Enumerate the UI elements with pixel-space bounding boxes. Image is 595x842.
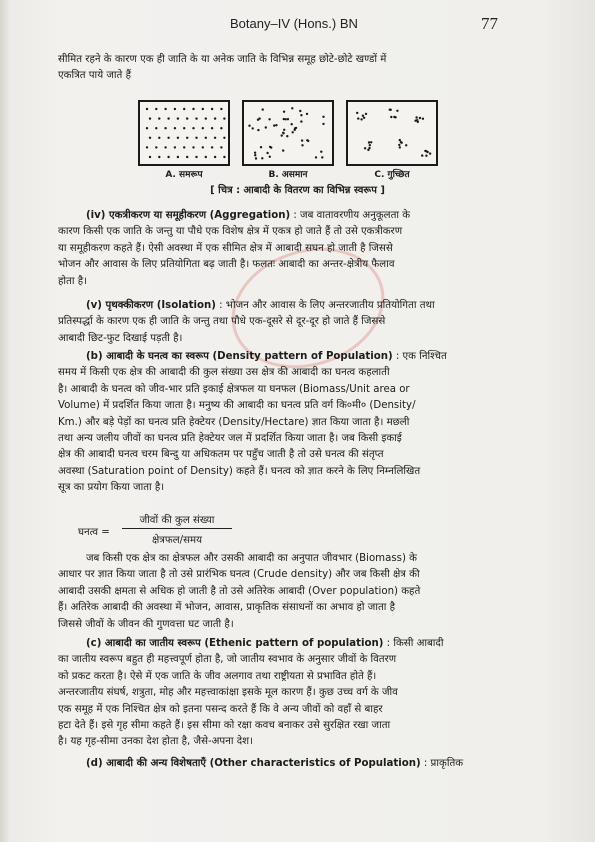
dot <box>158 137 160 139</box>
dot <box>149 117 151 119</box>
dot <box>357 117 359 119</box>
text-line: होता है। <box>58 275 88 287</box>
dot <box>211 146 213 148</box>
dot <box>426 151 428 153</box>
text-line: एक समूह में एक निश्चित क्षेत्र को इतना पसन्द करते हैं कि वे अन्य जीवों को वहाँ से बाहर <box>58 703 383 715</box>
dot <box>220 127 222 129</box>
text-line: हटा देते हैं। इसे गृह सीमा कहते हैं। इस सीमा को रक्षा कवच बनाकर उसे सुरक्षित रखा जाता <box>58 720 391 732</box>
uniform-dots <box>140 102 228 164</box>
dot <box>283 129 285 131</box>
dot <box>258 117 260 119</box>
formula-lhs: घनत्व = <box>78 527 110 538</box>
dot <box>356 112 358 114</box>
clumped-distribution-box <box>346 100 438 166</box>
dot <box>257 129 259 131</box>
dot <box>362 115 364 117</box>
dot <box>266 152 268 154</box>
dot <box>262 108 264 110</box>
dot <box>429 152 431 154</box>
dot <box>155 146 157 148</box>
dot <box>192 108 194 110</box>
dot <box>192 146 194 148</box>
dot <box>294 129 296 131</box>
section-other-characteristics <box>58 756 542 772</box>
text-line: (c) आबादी का जातीय स्वरूप (Ethenic pattern of population) : किसी आबादी <box>86 638 444 649</box>
dot <box>301 139 303 141</box>
dot <box>322 116 324 118</box>
dot <box>300 120 302 122</box>
dot <box>158 156 160 158</box>
dot <box>419 117 421 119</box>
text-line: क्षेत्र की आबादी घनत्व चरम बिन्दु या अधिकतम पर पहुँच जाती है तो उसे घनत्व की संतृप्त <box>58 449 384 461</box>
dot <box>292 131 294 133</box>
dot <box>299 110 301 112</box>
text-line: सूत्र का प्रयोग किया जाता है। <box>58 482 165 494</box>
formula-numerator: जीवों की कुल संख्या <box>122 512 232 529</box>
text-line: हैं। अतिरेक आबादी की अवस्था में भोजन, आवास, प्राकृतिक संसाधनों का अभाव हो जाता है <box>58 602 396 614</box>
dot <box>183 127 185 129</box>
text-line: जिससे जीवों के जीवन की गुणवत्ता घट जाती है। <box>58 618 234 630</box>
dot <box>149 137 151 139</box>
dot <box>269 156 271 158</box>
dot <box>155 127 157 129</box>
dot <box>301 144 303 146</box>
dot <box>223 156 225 158</box>
dot <box>167 117 169 119</box>
dot <box>398 144 400 146</box>
dot <box>195 156 197 158</box>
figure-label-b: B. असमान <box>268 170 308 180</box>
dot <box>368 141 370 143</box>
text-line: आबादी उसकी क्षमता से अधिक हो जाती है तो उसे अतिरेक आबादी (Over population) कहते <box>58 585 421 597</box>
text-line: है। यह गृह-सीमा उनका देश होता है, जैसे-अपना देश। <box>58 736 253 748</box>
dot <box>416 119 418 121</box>
dot <box>174 146 176 148</box>
dot <box>254 154 256 156</box>
dot <box>275 124 277 126</box>
section-aggregation <box>58 208 542 290</box>
dot <box>255 157 257 159</box>
dot <box>186 156 188 158</box>
clumped-dots <box>348 102 436 164</box>
text-line: Km.) और बड़े पेड़ों का घनत्व प्रति हेक्टेयर (Density/Hectare) ज्ञात किया जाता है। मछली <box>58 416 410 428</box>
dot <box>195 137 197 139</box>
paragraph-crude-density <box>58 551 542 633</box>
dot <box>320 151 322 153</box>
dot <box>370 141 372 143</box>
dot <box>248 125 250 127</box>
figure-label-c: C. गुच्छित <box>374 170 410 180</box>
text-line: प्रतिस्पर्द्धा के कारण एक ही जाति के जन्तु तथा पौधे एक-दूसरे से दूर-दूर हो जाते हैं जिससे <box>58 316 386 328</box>
dot <box>367 149 369 151</box>
text-line: (d) आबादी की अन्य विशेषताएँ (Other characteristics of Population) : प्राकृतिक <box>86 758 464 769</box>
dot <box>260 146 262 148</box>
dot <box>211 108 213 110</box>
text-line: भोजन और आवास के लिए प्रतियोगिता बढ़ जाती है। फलतः आबादी का अन्तर-क्षेत्रीय फैलाव <box>58 259 395 271</box>
dot <box>390 116 392 118</box>
dot <box>306 113 308 115</box>
figure-label-a: A. समरूप <box>165 170 203 180</box>
random-distribution-box <box>242 100 334 166</box>
dot <box>146 146 148 148</box>
section-isolation <box>58 298 542 347</box>
dot <box>369 144 371 146</box>
dot <box>306 139 308 141</box>
section-heading: (v) पृथक्कीकरण (Isolation) <box>86 300 216 311</box>
dot <box>321 156 323 158</box>
dot <box>192 127 194 129</box>
dot <box>269 146 271 148</box>
dot <box>205 117 207 119</box>
dot <box>195 117 197 119</box>
dot <box>220 146 222 148</box>
intro-paragraph <box>58 52 542 85</box>
dot <box>285 118 287 120</box>
dot <box>286 135 288 137</box>
formula-denominator: क्षेत्रफल/समय <box>151 535 202 546</box>
density-formula <box>78 512 278 552</box>
section-ethnic-pattern <box>58 636 542 751</box>
dot <box>287 118 289 120</box>
dot <box>205 156 207 158</box>
text-line: का जातीय स्वरूप बहुत ही महत्त्वपूर्ण होता है, जो जातीय स्वभाव के अनुसार जीवों के वितरण <box>58 654 397 666</box>
dot <box>174 108 176 110</box>
section-density-pattern <box>58 349 542 497</box>
dot <box>149 156 151 158</box>
text-line: या समूहीकरण कहते हैं। ऐसी अवस्था में एक सीमित क्षेत्र में आबादी सघन हो जाती है जिससे <box>58 242 393 254</box>
text-line: है। आबादी के घनत्व को जीव-भार प्रति इकाई क्षेत्रफल या घनफल (Biomass/Unit area or <box>58 383 410 395</box>
text-line: तथा अन्य जलीय जीवों का घनत्व प्रति हेक्टेयर जल में प्रदर्शित किया जाता है। जब किसी इकाई <box>58 433 402 445</box>
text-line: (iv) एकत्रीकरण या समूहीकरण (Aggregation) : जब वातावरणीय अनुकूलता के <box>86 210 411 221</box>
dot <box>315 156 317 158</box>
distribution-figure <box>138 100 458 180</box>
dot <box>214 117 216 119</box>
dot <box>167 137 169 139</box>
dot <box>177 117 179 119</box>
text-line: आबादी छिट-फुट दिखाई पड़ती है। <box>58 332 183 344</box>
dot <box>177 156 179 158</box>
dot <box>158 117 160 119</box>
section-heading: (b) आबादी के घनत्व का स्वरूप (Density pattern of Population) <box>86 351 393 362</box>
dot <box>164 108 166 110</box>
dot <box>282 132 284 134</box>
dot <box>365 113 367 115</box>
text-line: (v) पृथक्कीकरण (Isolation) : भोजन और आवास के लिए अन्तरजातीय प्रतियोगिता तथा <box>86 300 435 311</box>
section-heading: (iv) एकत्रीकरण या समूहीकरण (Aggregation) <box>86 210 291 221</box>
dot <box>399 139 401 141</box>
dot <box>186 117 188 119</box>
dot <box>183 108 185 110</box>
dot <box>254 152 256 154</box>
dot <box>422 118 424 120</box>
uniform-distribution-box <box>138 100 230 166</box>
dot <box>295 127 297 129</box>
dot <box>205 137 207 139</box>
dot <box>265 126 267 128</box>
dot <box>202 108 204 110</box>
dot <box>261 157 263 159</box>
dot <box>146 108 148 110</box>
dot <box>164 127 166 129</box>
text-line: जब किसी एक क्षेत्र का क्षेत्रफल और उसकी आबादी का अनुपात जीवभार (Biomass) के <box>86 553 418 564</box>
page-number: 77 <box>481 14 498 33</box>
dot <box>273 124 275 126</box>
random-dots <box>244 102 332 164</box>
dot <box>223 117 225 119</box>
dot <box>393 116 395 118</box>
text-line: एकत्रित पाये जाते हैं <box>58 70 131 82</box>
dot <box>405 144 407 146</box>
text-line: सीमित रहने के कारण एक ही जाति के या अनेक जाति के विभिन्न समूह छोटे-छोटे खण्डों में <box>58 54 387 65</box>
dot <box>164 146 166 148</box>
dot <box>146 127 148 129</box>
dot <box>214 137 216 139</box>
text-line: (b) आबादी के घनत्व का स्वरूप (Density pattern of Population) : एक निश्चित <box>86 351 447 362</box>
dot <box>399 146 401 148</box>
text-line: अन्तरजातीय संघर्ष, शत्रुता, मोह और महत्त्वाकांक्षा इसके मूल कारण हैं। कुछ उच्च वर्ग के जीव <box>58 687 398 699</box>
dot <box>425 155 427 157</box>
text-line: अवस्था (Saturation point of Density) कहते हैं। घनत्व को ज्ञात करने के लिए निम्नलिखित <box>58 465 421 477</box>
dot <box>322 123 324 125</box>
dot <box>268 118 270 120</box>
dot <box>300 114 302 116</box>
dot <box>364 147 366 149</box>
dot <box>396 110 398 112</box>
page-header <box>0 14 595 38</box>
dot <box>360 118 362 120</box>
text-line: Volume) में प्रदर्शित किया जाता है। मनुष्य की आबादी का घनत्व प्रति वर्ग कि०मी० (Density/ <box>58 400 416 412</box>
dot <box>202 127 204 129</box>
dot <box>167 156 169 158</box>
figure-caption: [ चित्र : आबादी के वितरण का विभिन्न स्वरूप ] <box>210 185 385 196</box>
text-line: समय में किसी एक क्षेत्र की आबादी की कुल संख्या उस क्षेत्र की आबादी का घनत्व कहलाती <box>58 367 390 379</box>
dot <box>211 127 213 129</box>
dot <box>186 137 188 139</box>
dot <box>282 149 284 151</box>
text-line: को प्रकट करता है। ऐसे में एक जाति के जीव अलगाव तथा राष्ट्रीयता से प्रभावित होते हैं। <box>58 670 377 682</box>
section-heading: (c) आबादी का जातीय स्वरूप (Ethenic pattern of population) <box>86 638 384 649</box>
dot <box>177 137 179 139</box>
dot <box>183 146 185 148</box>
dot <box>220 108 222 110</box>
text-line: कारण किसी एक जाति के जन्तु या पौधे एक विशेष क्षेत्र में एकत्र हो जाते हैं तो उसे एकत्रीकरण <box>58 226 403 238</box>
dot <box>291 123 293 125</box>
dot <box>214 156 216 158</box>
dot <box>223 137 225 139</box>
dot <box>281 134 283 136</box>
text-line: आधार पर ज्ञात किया जाता है तो उसे प्रारंभिक घनत्व (Crude density) और जब किसी क्षेत्र की <box>58 569 420 581</box>
dot <box>291 107 293 109</box>
dot <box>202 146 204 148</box>
dot <box>283 111 285 113</box>
dot <box>155 108 157 110</box>
dot <box>363 117 365 119</box>
dot <box>389 109 391 111</box>
book-title: Botany–IV (Hons.) BN <box>230 16 358 31</box>
dot <box>252 127 254 129</box>
dot <box>415 116 417 118</box>
dot <box>421 154 423 156</box>
dot <box>174 127 176 129</box>
dot <box>400 141 402 143</box>
section-heading: (d) आबादी की अन्य विशेषताएँ (Other characteristics of Population) <box>86 758 421 769</box>
